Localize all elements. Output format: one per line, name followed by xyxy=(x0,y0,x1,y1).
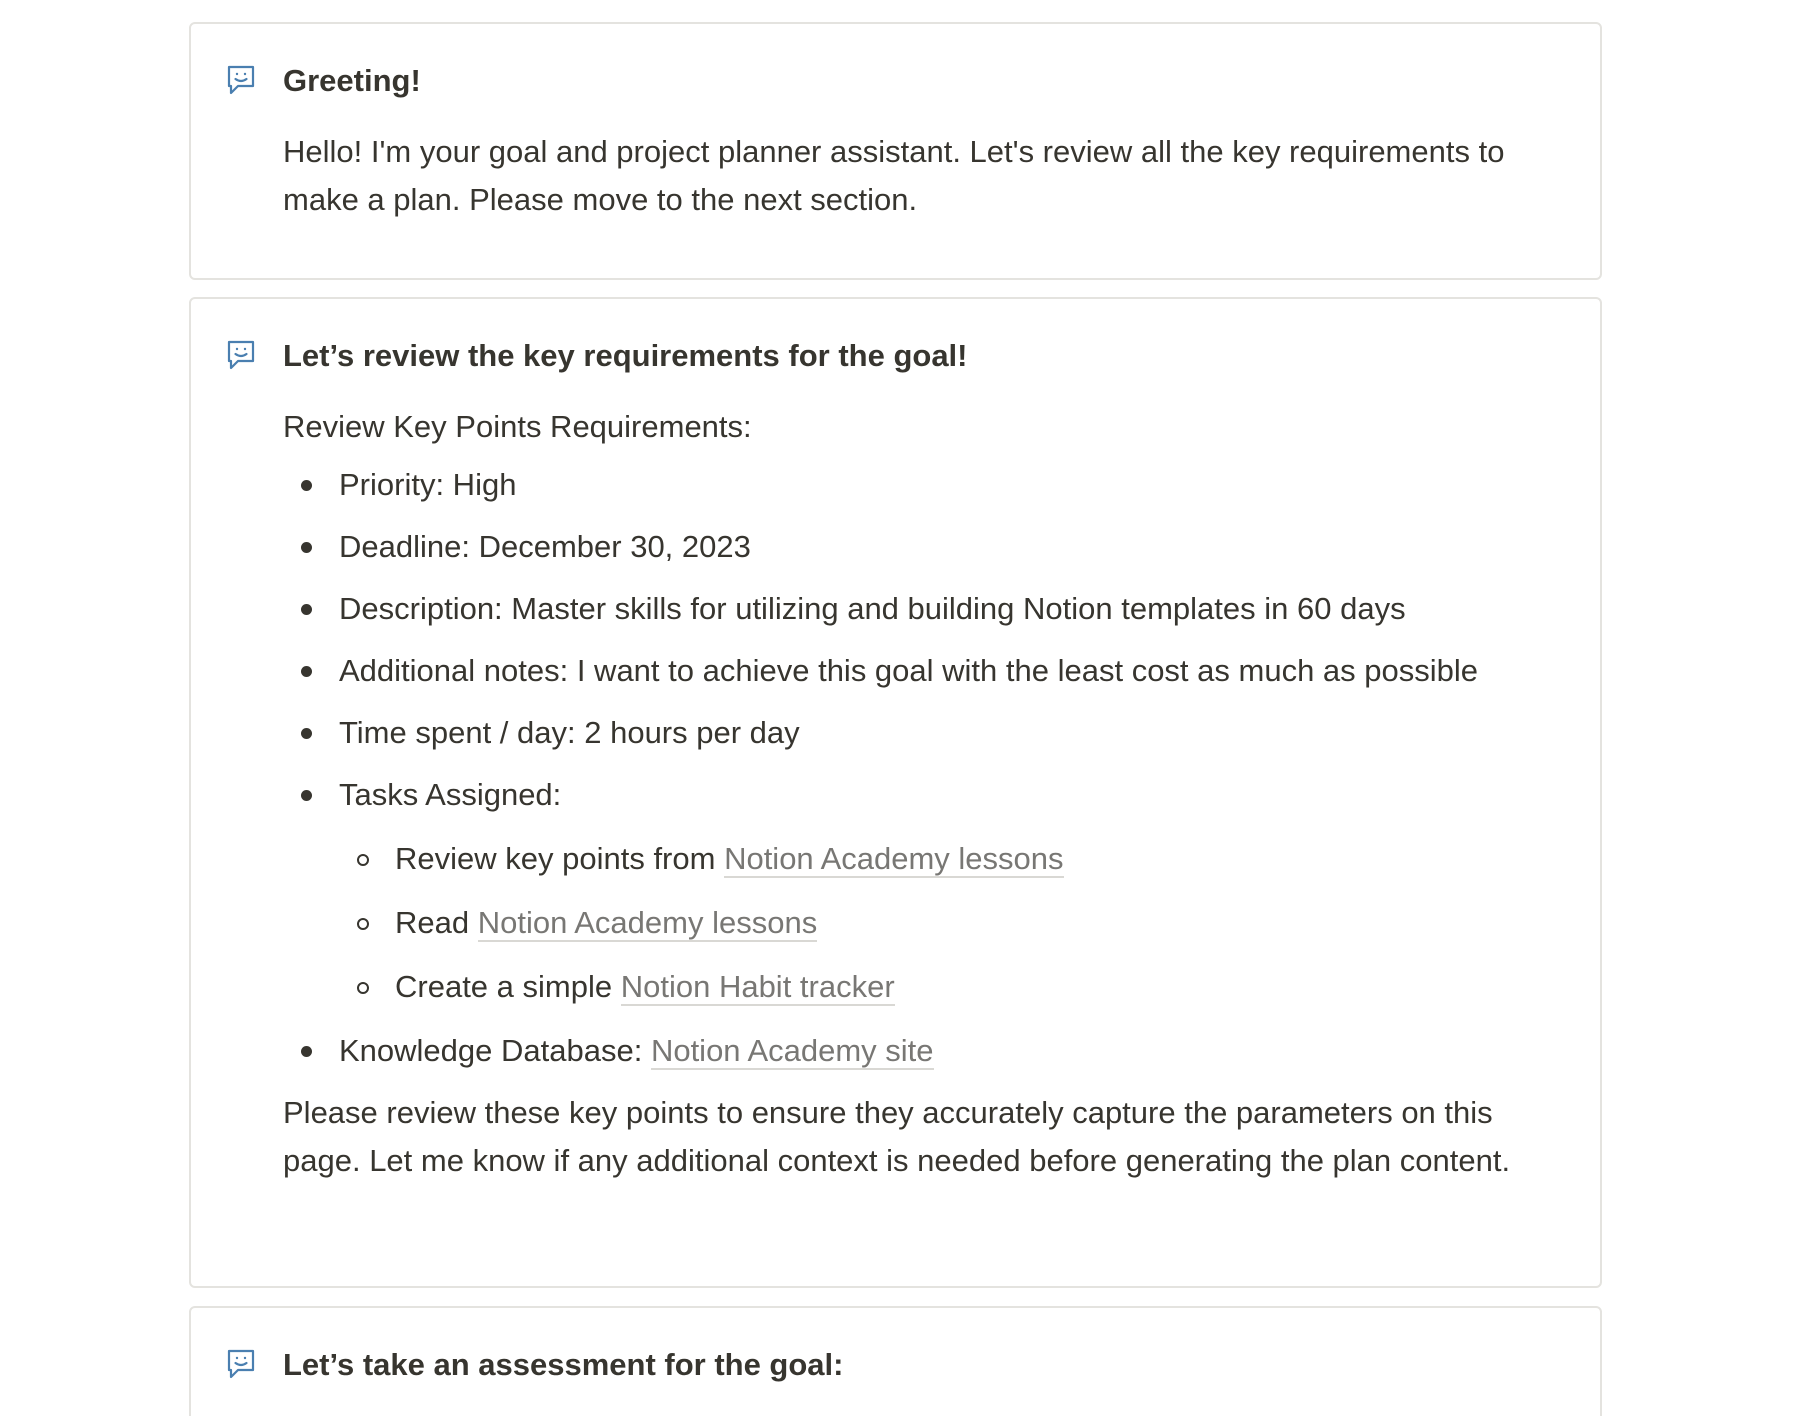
requirements-intro: Review Key Points Requirements: xyxy=(283,409,752,444)
callout-title: Let’s take an assessment for the goal: xyxy=(283,1347,844,1382)
notion-academy-lessons-link[interactable]: Notion Academy lessons xyxy=(477,905,818,940)
callout-text: Hello! I'm your goal and project planner assistant. Let's review all the key requirements to make a plan. Please move to the next section. xyxy=(283,134,1505,217)
tasks-label: Tasks Assigned: xyxy=(339,777,562,812)
callout-title: Greeting! xyxy=(283,63,421,98)
tasks-sublist xyxy=(339,835,1560,1011)
chat-smile-icon[interactable] xyxy=(224,338,258,372)
task-item xyxy=(339,963,1560,1011)
callout-assessment xyxy=(189,1306,1602,1416)
chat-smile-icon[interactable] xyxy=(224,63,258,97)
list-item-description: Description: Master skills for utilizing and building Notion templates in 60 days xyxy=(283,585,1560,633)
notion-academy-site-link[interactable]: Notion Academy site xyxy=(650,1033,934,1068)
list-item-priority: Priority: High xyxy=(283,461,1560,509)
notion-academy-lessons-link[interactable]: Notion Academy lessons xyxy=(724,841,1064,876)
task-text: Read xyxy=(395,905,478,940)
task-item xyxy=(339,835,1560,883)
task-text: Review key points from xyxy=(395,841,725,876)
task-text: Create a simple xyxy=(395,969,621,1004)
requirements-list xyxy=(283,461,1560,1075)
task-item xyxy=(339,899,1560,947)
closing-text: Please review these key points to ensure they accurately capture the parameters on this page. Let me know if any additional context is needed before generating the plan content. xyxy=(283,1095,1511,1178)
callout-body xyxy=(283,61,1560,224)
knowledge-label: Knowledge Database: xyxy=(339,1033,651,1068)
notion-habit-tracker-link[interactable]: Notion Habit tracker xyxy=(620,969,895,1004)
list-item-knowledge xyxy=(283,1027,1560,1075)
list-item-deadline: Deadline: December 30, 2023 xyxy=(283,523,1560,571)
chat-smile-icon[interactable] xyxy=(224,1347,258,1381)
callout-body xyxy=(283,1345,1560,1385)
callout-greeting xyxy=(189,22,1602,280)
callout-key-requirements xyxy=(189,297,1602,1288)
callout-body xyxy=(283,336,1560,1185)
list-item-time: Time spent / day: 2 hours per day xyxy=(283,709,1560,757)
callout-title: Let’s review the key requirements for the goal! xyxy=(283,338,968,373)
list-item-tasks xyxy=(283,771,1560,1011)
list-item-notes: Additional notes: I want to achieve this goal with the least cost as much as possible xyxy=(283,647,1560,695)
